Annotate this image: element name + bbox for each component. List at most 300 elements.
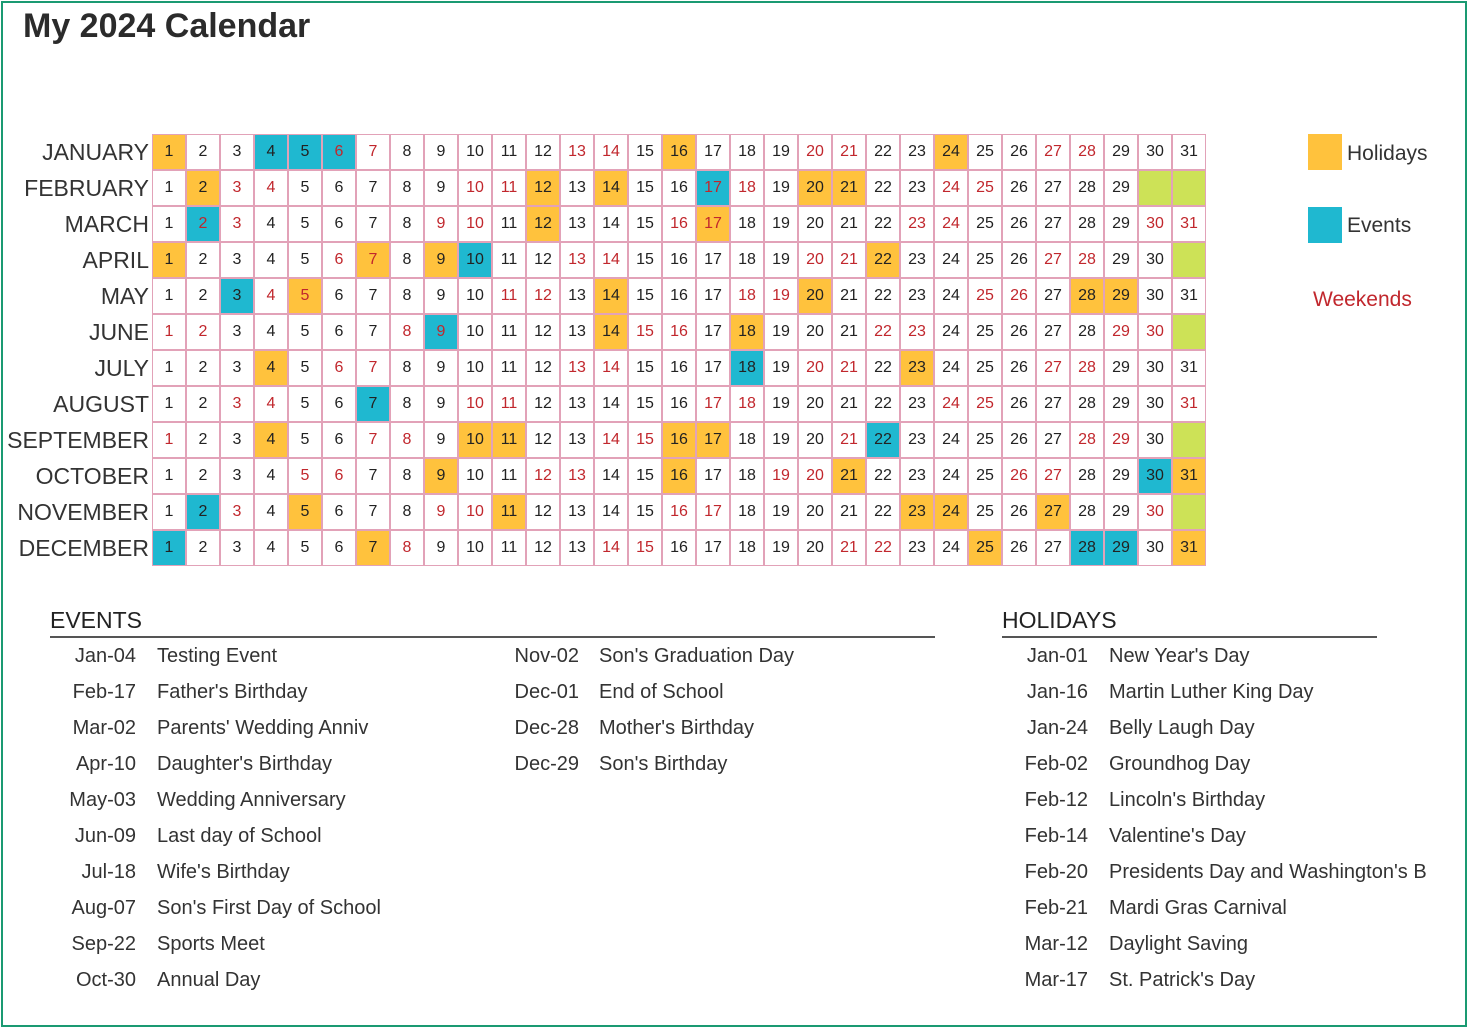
day-cell[interactable]: 13 <box>560 350 594 386</box>
day-cell[interactable]: 23 <box>900 134 934 170</box>
day-cell[interactable]: 27 <box>1036 458 1070 494</box>
day-cell[interactable]: 11 <box>492 386 526 422</box>
day-cell[interactable]: 6 <box>322 242 356 278</box>
day-cell[interactable]: 19 <box>764 206 798 242</box>
day-cell[interactable]: 6 <box>322 494 356 530</box>
day-cell[interactable]: 13 <box>560 422 594 458</box>
day-cell[interactable]: 20 <box>798 242 832 278</box>
day-cell[interactable]: 12 <box>526 242 560 278</box>
day-cell[interactable]: 18 <box>730 386 764 422</box>
day-cell[interactable]: 8 <box>390 206 424 242</box>
day-cell[interactable]: 17 <box>696 458 730 494</box>
day-cell[interactable]: 1 <box>152 350 186 386</box>
day-cell[interactable]: 30 <box>1138 386 1172 422</box>
day-cell[interactable]: 15 <box>628 386 662 422</box>
day-cell[interactable]: 4 <box>254 494 288 530</box>
day-cell[interactable]: 28 <box>1070 386 1104 422</box>
day-cell[interactable]: 12 <box>526 278 560 314</box>
day-cell[interactable]: 16 <box>662 134 696 170</box>
day-cell[interactable]: 5 <box>288 422 322 458</box>
day-cell[interactable]: 1 <box>152 170 186 206</box>
day-cell[interactable]: 21 <box>832 350 866 386</box>
day-cell[interactable]: 21 <box>832 314 866 350</box>
day-cell[interactable]: 19 <box>764 530 798 566</box>
day-cell[interactable]: 10 <box>458 422 492 458</box>
day-cell[interactable]: 10 <box>458 206 492 242</box>
day-cell[interactable]: 17 <box>696 350 730 386</box>
day-cell[interactable]: 14 <box>594 314 628 350</box>
day-cell[interactable]: 12 <box>526 314 560 350</box>
day-cell[interactable]: 12 <box>526 422 560 458</box>
day-cell[interactable]: 9 <box>424 530 458 566</box>
day-cell[interactable]: 21 <box>832 170 866 206</box>
day-cell[interactable]: 13 <box>560 278 594 314</box>
day-cell[interactable]: 27 <box>1036 494 1070 530</box>
day-cell[interactable]: 24 <box>934 314 968 350</box>
day-cell[interactable]: 13 <box>560 314 594 350</box>
day-cell[interactable]: 16 <box>662 458 696 494</box>
day-cell[interactable]: 8 <box>390 170 424 206</box>
day-cell[interactable]: 1 <box>152 386 186 422</box>
day-cell[interactable]: 2 <box>186 458 220 494</box>
day-cell[interactable]: 8 <box>390 422 424 458</box>
day-cell[interactable]: 8 <box>390 278 424 314</box>
day-cell[interactable]: 12 <box>526 530 560 566</box>
day-cell[interactable]: 1 <box>152 206 186 242</box>
day-cell[interactable]: 22 <box>866 134 900 170</box>
day-cell[interactable]: 11 <box>492 458 526 494</box>
day-cell[interactable]: 2 <box>186 386 220 422</box>
day-cell[interactable]: 9 <box>424 494 458 530</box>
day-cell[interactable]: 24 <box>934 134 968 170</box>
day-cell[interactable]: 15 <box>628 530 662 566</box>
day-cell[interactable]: 28 <box>1070 422 1104 458</box>
day-cell[interactable]: 6 <box>322 386 356 422</box>
day-cell[interactable]: 16 <box>662 242 696 278</box>
day-cell[interactable]: 26 <box>1002 278 1036 314</box>
day-cell[interactable]: 23 <box>900 314 934 350</box>
day-cell[interactable]: 3 <box>220 422 254 458</box>
day-cell[interactable]: 3 <box>220 386 254 422</box>
day-cell[interactable]: 28 <box>1070 278 1104 314</box>
day-cell[interactable]: 2 <box>186 170 220 206</box>
day-cell[interactable]: 5 <box>288 530 322 566</box>
day-cell[interactable]: 16 <box>662 350 696 386</box>
day-cell[interactable]: 17 <box>696 278 730 314</box>
day-cell[interactable]: 17 <box>696 530 730 566</box>
day-cell[interactable]: 19 <box>764 494 798 530</box>
day-cell[interactable]: 11 <box>492 278 526 314</box>
day-cell[interactable]: 11 <box>492 134 526 170</box>
day-cell[interactable]: 7 <box>356 494 390 530</box>
day-cell[interactable]: 27 <box>1036 242 1070 278</box>
day-cell[interactable]: 4 <box>254 350 288 386</box>
day-cell[interactable]: 20 <box>798 386 832 422</box>
day-cell[interactable]: 18 <box>730 278 764 314</box>
day-cell[interactable]: 14 <box>594 422 628 458</box>
day-cell[interactable]: 14 <box>594 386 628 422</box>
day-cell[interactable]: 16 <box>662 494 696 530</box>
day-cell[interactable]: 28 <box>1070 494 1104 530</box>
day-cell[interactable]: 1 <box>152 134 186 170</box>
day-cell[interactable]: 4 <box>254 134 288 170</box>
day-cell[interactable]: 5 <box>288 206 322 242</box>
day-cell[interactable]: 21 <box>832 386 866 422</box>
day-cell[interactable]: 11 <box>492 206 526 242</box>
day-cell[interactable]: 2 <box>186 350 220 386</box>
day-cell[interactable]: 22 <box>866 242 900 278</box>
day-cell[interactable]: 5 <box>288 458 322 494</box>
day-cell[interactable]: 20 <box>798 314 832 350</box>
day-cell[interactable]: 18 <box>730 350 764 386</box>
day-cell[interactable]: 25 <box>968 530 1002 566</box>
day-cell[interactable]: 25 <box>968 350 1002 386</box>
day-cell[interactable]: 2 <box>186 134 220 170</box>
day-cell[interactable]: 16 <box>662 206 696 242</box>
day-cell[interactable]: 27 <box>1036 422 1070 458</box>
day-cell[interactable]: 26 <box>1002 134 1036 170</box>
day-cell[interactable]: 8 <box>390 350 424 386</box>
day-cell[interactable]: 2 <box>186 494 220 530</box>
day-cell[interactable]: 30 <box>1138 422 1172 458</box>
day-cell[interactable]: 5 <box>288 386 322 422</box>
day-cell[interactable]: 27 <box>1036 134 1070 170</box>
day-cell[interactable]: 17 <box>696 422 730 458</box>
day-cell[interactable]: 14 <box>594 530 628 566</box>
day-cell[interactable]: 7 <box>356 458 390 494</box>
day-cell[interactable]: 30 <box>1138 458 1172 494</box>
day-cell[interactable]: 18 <box>730 134 764 170</box>
day-cell[interactable]: 19 <box>764 458 798 494</box>
day-cell[interactable]: 28 <box>1070 170 1104 206</box>
day-cell[interactable]: 12 <box>526 494 560 530</box>
day-cell[interactable]: 26 <box>1002 314 1036 350</box>
day-cell[interactable]: 11 <box>492 242 526 278</box>
day-cell[interactable]: 20 <box>798 458 832 494</box>
day-cell[interactable]: 4 <box>254 206 288 242</box>
day-cell[interactable]: 3 <box>220 458 254 494</box>
day-cell[interactable]: 26 <box>1002 206 1036 242</box>
day-cell[interactable]: 28 <box>1070 206 1104 242</box>
day-cell[interactable]: 7 <box>356 386 390 422</box>
day-cell[interactable]: 12 <box>526 458 560 494</box>
day-cell[interactable]: 4 <box>254 278 288 314</box>
day-cell[interactable]: 1 <box>152 494 186 530</box>
day-cell[interactable]: 23 <box>900 494 934 530</box>
day-cell[interactable]: 22 <box>866 170 900 206</box>
day-cell[interactable]: 3 <box>220 170 254 206</box>
day-cell[interactable]: 25 <box>968 170 1002 206</box>
day-cell[interactable]: 12 <box>526 170 560 206</box>
day-cell[interactable]: 15 <box>628 134 662 170</box>
day-cell[interactable]: 8 <box>390 242 424 278</box>
day-cell[interactable]: 19 <box>764 350 798 386</box>
day-cell[interactable]: 29 <box>1104 206 1138 242</box>
day-cell[interactable]: 9 <box>424 134 458 170</box>
day-cell[interactable]: 15 <box>628 170 662 206</box>
day-cell[interactable]: 15 <box>628 314 662 350</box>
day-cell[interactable]: 6 <box>322 278 356 314</box>
day-cell[interactable]: 26 <box>1002 170 1036 206</box>
day-cell[interactable]: 10 <box>458 170 492 206</box>
day-cell[interactable]: 28 <box>1070 350 1104 386</box>
day-cell[interactable]: 3 <box>220 242 254 278</box>
day-cell[interactable]: 6 <box>322 458 356 494</box>
day-cell[interactable]: 11 <box>492 170 526 206</box>
day-cell[interactable]: 23 <box>900 386 934 422</box>
day-cell[interactable]: 23 <box>900 170 934 206</box>
day-cell[interactable]: 1 <box>152 314 186 350</box>
day-cell[interactable]: 7 <box>356 134 390 170</box>
day-cell[interactable]: 19 <box>764 134 798 170</box>
day-cell[interactable]: 18 <box>730 494 764 530</box>
day-cell[interactable]: 13 <box>560 530 594 566</box>
day-cell[interactable]: 31 <box>1172 386 1206 422</box>
day-cell[interactable]: 9 <box>424 314 458 350</box>
day-cell[interactable]: 25 <box>968 422 1002 458</box>
day-cell[interactable]: 19 <box>764 422 798 458</box>
day-cell[interactable]: 17 <box>696 242 730 278</box>
day-cell[interactable]: 11 <box>492 530 526 566</box>
day-cell[interactable]: 15 <box>628 242 662 278</box>
day-cell[interactable]: 31 <box>1172 134 1206 170</box>
day-cell[interactable]: 15 <box>628 206 662 242</box>
day-cell[interactable]: 19 <box>764 386 798 422</box>
day-cell[interactable]: 23 <box>900 530 934 566</box>
day-cell[interactable]: 8 <box>390 494 424 530</box>
day-cell[interactable]: 1 <box>152 422 186 458</box>
day-cell[interactable]: 4 <box>254 170 288 206</box>
day-cell[interactable]: 20 <box>798 350 832 386</box>
day-cell[interactable]: 21 <box>832 242 866 278</box>
day-cell[interactable]: 5 <box>288 170 322 206</box>
day-cell[interactable]: 31 <box>1172 530 1206 566</box>
day-cell[interactable]: 12 <box>526 206 560 242</box>
day-cell[interactable]: 11 <box>492 494 526 530</box>
day-cell[interactable]: 10 <box>458 278 492 314</box>
day-cell[interactable]: 7 <box>356 530 390 566</box>
day-cell[interactable]: 14 <box>594 242 628 278</box>
day-cell[interactable]: 30 <box>1138 494 1172 530</box>
day-cell[interactable]: 25 <box>968 458 1002 494</box>
day-cell[interactable]: 7 <box>356 206 390 242</box>
day-cell[interactable]: 21 <box>832 458 866 494</box>
day-cell[interactable]: 20 <box>798 494 832 530</box>
day-cell[interactable]: 24 <box>934 206 968 242</box>
day-cell[interactable]: 4 <box>254 314 288 350</box>
day-cell[interactable]: 29 <box>1104 242 1138 278</box>
day-cell[interactable]: 4 <box>254 242 288 278</box>
day-cell[interactable]: 26 <box>1002 494 1036 530</box>
day-cell[interactable]: 16 <box>662 278 696 314</box>
day-cell[interactable]: 4 <box>254 530 288 566</box>
day-cell[interactable]: 3 <box>220 530 254 566</box>
day-cell[interactable]: 18 <box>730 530 764 566</box>
day-cell[interactable]: 6 <box>322 206 356 242</box>
day-cell[interactable]: 9 <box>424 422 458 458</box>
day-cell[interactable]: 5 <box>288 314 322 350</box>
day-cell[interactable]: 29 <box>1104 134 1138 170</box>
day-cell[interactable]: 22 <box>866 350 900 386</box>
day-cell[interactable]: 19 <box>764 314 798 350</box>
day-cell[interactable]: 2 <box>186 278 220 314</box>
day-cell[interactable]: 16 <box>662 170 696 206</box>
day-cell[interactable]: 30 <box>1138 530 1172 566</box>
day-cell[interactable]: 22 <box>866 314 900 350</box>
day-cell[interactable]: 15 <box>628 422 662 458</box>
day-cell[interactable]: 31 <box>1172 206 1206 242</box>
day-cell[interactable]: 21 <box>832 530 866 566</box>
day-cell[interactable]: 13 <box>560 134 594 170</box>
day-cell[interactable]: 25 <box>968 278 1002 314</box>
day-cell[interactable]: 30 <box>1138 242 1172 278</box>
day-cell[interactable]: 12 <box>526 386 560 422</box>
day-cell[interactable]: 1 <box>152 242 186 278</box>
day-cell[interactable]: 9 <box>424 386 458 422</box>
day-cell[interactable]: 31 <box>1172 278 1206 314</box>
day-cell[interactable]: 18 <box>730 458 764 494</box>
day-cell[interactable]: 13 <box>560 206 594 242</box>
day-cell[interactable]: 10 <box>458 350 492 386</box>
day-cell[interactable]: 19 <box>764 278 798 314</box>
day-cell[interactable]: 27 <box>1036 386 1070 422</box>
day-cell[interactable]: 20 <box>798 134 832 170</box>
day-cell[interactable]: 10 <box>458 386 492 422</box>
day-cell[interactable]: 1 <box>152 530 186 566</box>
day-cell[interactable]: 17 <box>696 170 730 206</box>
day-cell[interactable]: 9 <box>424 350 458 386</box>
day-cell[interactable]: 7 <box>356 350 390 386</box>
day-cell[interactable]: 29 <box>1104 494 1138 530</box>
day-cell[interactable]: 28 <box>1070 314 1104 350</box>
day-cell[interactable]: 27 <box>1036 314 1070 350</box>
day-cell[interactable]: 5 <box>288 494 322 530</box>
day-cell[interactable]: 26 <box>1002 242 1036 278</box>
day-cell[interactable]: 29 <box>1104 278 1138 314</box>
day-cell[interactable]: 9 <box>424 278 458 314</box>
day-cell[interactable]: 24 <box>934 494 968 530</box>
day-cell[interactable]: 21 <box>832 422 866 458</box>
day-cell[interactable]: 29 <box>1104 422 1138 458</box>
day-cell[interactable]: 27 <box>1036 350 1070 386</box>
day-cell[interactable]: 28 <box>1070 134 1104 170</box>
day-cell[interactable]: 23 <box>900 206 934 242</box>
day-cell[interactable]: 10 <box>458 458 492 494</box>
day-cell[interactable]: 10 <box>458 242 492 278</box>
day-cell[interactable]: 10 <box>458 134 492 170</box>
day-cell[interactable]: 9 <box>424 206 458 242</box>
day-cell[interactable]: 26 <box>1002 422 1036 458</box>
day-cell[interactable]: 26 <box>1002 350 1036 386</box>
day-cell[interactable]: 29 <box>1104 350 1138 386</box>
day-cell[interactable]: 3 <box>220 134 254 170</box>
day-cell[interactable]: 26 <box>1002 530 1036 566</box>
day-cell[interactable]: 25 <box>968 494 1002 530</box>
day-cell[interactable]: 2 <box>186 422 220 458</box>
day-cell[interactable]: 24 <box>934 170 968 206</box>
day-cell[interactable]: 18 <box>730 242 764 278</box>
day-cell[interactable]: 3 <box>220 206 254 242</box>
day-cell[interactable]: 2 <box>186 530 220 566</box>
day-cell[interactable]: 15 <box>628 278 662 314</box>
day-cell[interactable]: 16 <box>662 530 696 566</box>
day-cell[interactable]: 7 <box>356 278 390 314</box>
day-cell[interactable]: 31 <box>1172 350 1206 386</box>
day-cell[interactable]: 27 <box>1036 278 1070 314</box>
day-cell[interactable]: 23 <box>900 242 934 278</box>
day-cell[interactable]: 25 <box>968 242 1002 278</box>
day-cell[interactable]: 9 <box>424 242 458 278</box>
day-cell[interactable]: 15 <box>628 350 662 386</box>
day-cell[interactable]: 14 <box>594 134 628 170</box>
day-cell[interactable]: 6 <box>322 350 356 386</box>
day-cell[interactable]: 3 <box>220 350 254 386</box>
day-cell[interactable]: 30 <box>1138 134 1172 170</box>
day-cell[interactable]: 21 <box>832 278 866 314</box>
day-cell[interactable]: 6 <box>322 170 356 206</box>
day-cell[interactable]: 5 <box>288 242 322 278</box>
day-cell[interactable]: 31 <box>1172 458 1206 494</box>
day-cell[interactable]: 30 <box>1138 206 1172 242</box>
day-cell[interactable]: 2 <box>186 242 220 278</box>
day-cell[interactable]: 24 <box>934 386 968 422</box>
day-cell[interactable]: 23 <box>900 278 934 314</box>
day-cell[interactable]: 29 <box>1104 386 1138 422</box>
day-cell[interactable]: 24 <box>934 350 968 386</box>
day-cell[interactable]: 3 <box>220 314 254 350</box>
day-cell[interactable]: 30 <box>1138 278 1172 314</box>
day-cell[interactable]: 17 <box>696 314 730 350</box>
day-cell[interactable]: 13 <box>560 170 594 206</box>
day-cell[interactable]: 22 <box>866 458 900 494</box>
day-cell[interactable]: 23 <box>900 422 934 458</box>
day-cell[interactable]: 13 <box>560 242 594 278</box>
day-cell[interactable]: 22 <box>866 530 900 566</box>
day-cell[interactable]: 24 <box>934 242 968 278</box>
day-cell[interactable]: 28 <box>1070 458 1104 494</box>
day-cell[interactable]: 19 <box>764 242 798 278</box>
day-cell[interactable]: 25 <box>968 134 1002 170</box>
day-cell[interactable]: 14 <box>594 458 628 494</box>
day-cell[interactable]: 20 <box>798 422 832 458</box>
day-cell[interactable]: 10 <box>458 494 492 530</box>
day-cell[interactable]: 22 <box>866 278 900 314</box>
day-cell[interactable]: 14 <box>594 350 628 386</box>
day-cell[interactable]: 14 <box>594 494 628 530</box>
day-cell[interactable]: 8 <box>390 386 424 422</box>
day-cell[interactable]: 13 <box>560 458 594 494</box>
day-cell[interactable]: 9 <box>424 170 458 206</box>
day-cell[interactable]: 13 <box>560 386 594 422</box>
day-cell[interactable]: 5 <box>288 134 322 170</box>
day-cell[interactable]: 30 <box>1138 314 1172 350</box>
day-cell[interactable]: 7 <box>356 242 390 278</box>
day-cell[interactable]: 9 <box>424 458 458 494</box>
day-cell[interactable]: 25 <box>968 314 1002 350</box>
day-cell[interactable]: 29 <box>1104 170 1138 206</box>
day-cell[interactable]: 14 <box>594 170 628 206</box>
day-cell[interactable]: 29 <box>1104 458 1138 494</box>
day-cell[interactable]: 17 <box>696 134 730 170</box>
day-cell[interactable]: 11 <box>492 314 526 350</box>
day-cell[interactable]: 4 <box>254 386 288 422</box>
day-cell[interactable]: 4 <box>254 458 288 494</box>
day-cell[interactable]: 22 <box>866 494 900 530</box>
day-cell[interactable]: 8 <box>390 458 424 494</box>
day-cell[interactable]: 18 <box>730 422 764 458</box>
day-cell[interactable]: 20 <box>798 206 832 242</box>
day-cell[interactable]: 18 <box>730 170 764 206</box>
